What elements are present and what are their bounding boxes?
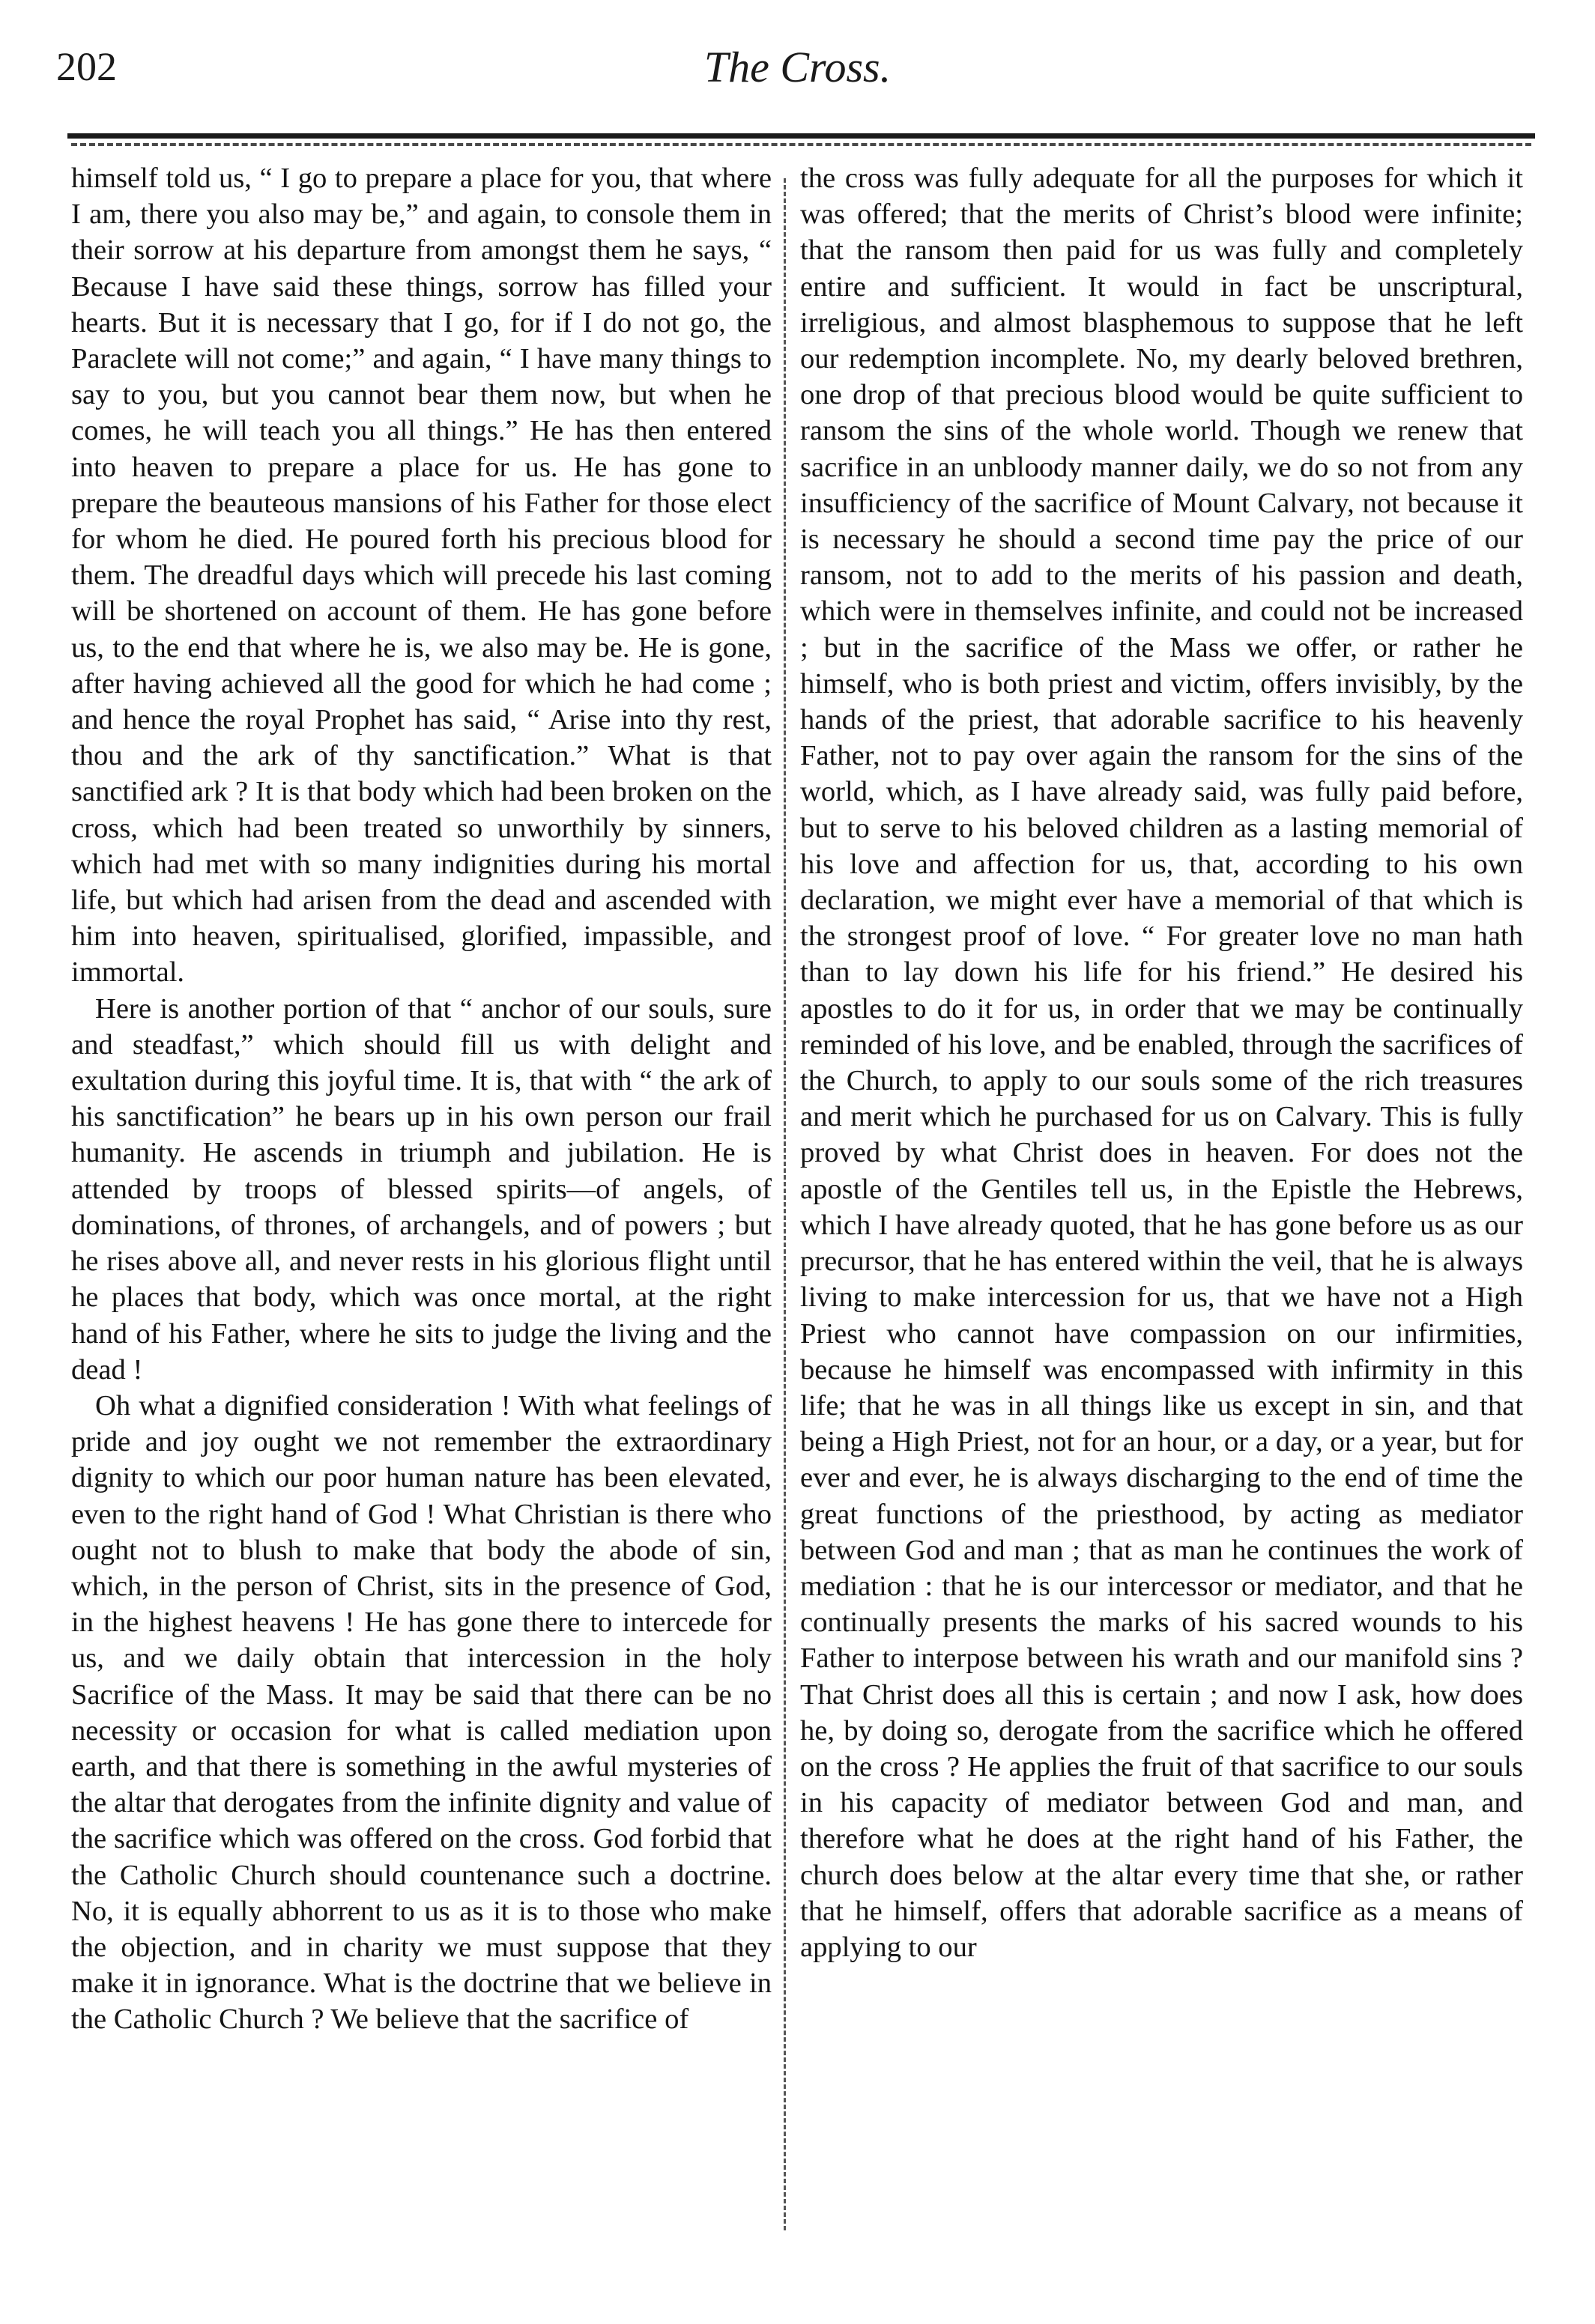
left-column	[71, 160, 772, 2038]
running-title: The Cross.	[703, 43, 892, 91]
right-column	[800, 160, 1523, 1965]
page-number: 202	[56, 44, 117, 89]
left-paragraph-2: Here is another portion of that “ anchor of our souls, sure and steadfast,” which should fill us with delight and exultation during this joyful time. It is, that with “ the ark of his sanctification” he bears up in his own person our frail humanity. He ascends in triumph and jubilation. He is attended by troops of blessed spirits—of angels, of dominations, of thrones, of archangels, and of powers ; but he rises above all, and never rests in his glorious flight until he places that body, which was once mortal, at the right hand of his Father, where he sits to judge the living and the dead !	[71, 992, 772, 1386]
header-rule-dashed	[71, 143, 1531, 146]
left-paragraph-1: himself told us, “ I go to prepare a place for you, that where I am, there you also may be,” and again, to console them in their sorrow at his departure from amongst them he says, “ Because I have said these things, sorrow has filled your hearts. But it is necessary that I go, for if I do not go, the Paraclete will not come;” and again, “ I have many things to say to you, but you cannot bear them now, but when he comes, he will teach you all things.” He has then entered into heaven to prepare a place for us. He has gone to prepare the beauteous mansions of his Father for those elect for whom he died. He poured forth his precious blood for them. The dreadful days which will precede his last coming will be shortened on account of them. He has gone before us, to the end that where he is, we also may be. He is gone, after having achieved all the good for which he had come ; and hence the royal Prophet has said, “ Arise into thy rest, thou and the ark of thy sanctification.” What is that sanctified ark ? It is that body which had been broken on the cross, which had been treated so unworthily by sinners, which had met with so many indignities during his mortal life, but which had arisen from the dead and ascended with him into heaven, spiritualised, glorified, impassible, and immortal.	[71, 163, 772, 989]
column-divider	[784, 178, 786, 2230]
header-rule	[67, 133, 1535, 139]
right-paragraph-1: the cross was fully adequate for all the purposes for which it was offered; that the merits of Christ’s blood were infinite; that the ransom then paid for us was fully and completely entire and sufficient. It would in fact be unscriptural, irreligious, and almost blasphemous to suppose that he left our redemption incomplete. No, my dearly beloved brethren, one drop of that precious blood would be quite sufficient to ransom the sins of the whole world. Though we renew that sacrifice in an unbloody manner daily, we do so not from any insufficiency of the sacrifice of Mount Calvary, not because it is necessary he should a second time pay the price of our ransom, not to add to the merits of his passion and death, which were in themselves infinite, and could not be increased ; but in the sacrifice of the Mass we offer, or rather he himself, who is both priest and victim, offers invisibly, by the hands of the priest, that adorable sacrifice to his heavenly Father, not to pay over again the ransom for the sins of the world, which, as I have already said, was fully paid before, but to serve to his beloved children as a lasting memorial of his love and affection for us, that, according to his own declaration, we might ever have a memorial of that which is the strongest proof of love. “ For greater love no man hath than to lay down his life for his friend.” He desired his apostles to do it for us, in order that we may be continually reminded of his love, and be enabled, through the sacrifices of the Church, to apply to our souls some of the rich treasures and merit which he purchased for us on Calvary. This is fully proved by what Christ does in heaven. For does not the apostle of the Gentiles tell us, in the Epistle the Hebrews, which I have already quoted, that he has gone before us as our precursor, that he has entered within the veil, that he is always living to make intercession for us, that we have not a High Priest who cannot have compassion on our infirmities, because he himself was encompassed with infirmity in this life; that he was in all things like us except in sin, and that being a High Priest, not for an hour, or a day, or a year, but for ever and ever, he is always discharging to the end of time the great functions of the priesthood, by acting as mediator between God and man ; that as man he continues the work of mediation : that he is our intercessor or mediator, and that he continually presents the marks of his sacred wounds to his Father to interpose between his wrath and our manifold sins ? That Christ does all this is certain ; and now I ask, how does he, by doing so, derogate from the sacrifice which he offered on the cross ? He applies the fruit of that sacrifice to our souls in his capacity of mediator between God and man, and therefore what he does at the right hand of his Father, the church does below at the altar every time that she, or rather that he himself, offers that adorable sacrifice as a means of applying to our	[800, 163, 1523, 1963]
left-paragraph-3: Oh what a dignified consideration ! With what feelings of pride and joy ought we not remember the extraordinary dignity to which our poor human nature has been elevated, even to the right hand of God ! What Christian is there who ought not to blush to make that body the abode of sin, which, in the person of Christ, sits in the presence of God, in the highest heavens ! He has gone there to intercede for us, and we daily obtain that intercession in the holy Sacrifice of the Mass. It may be said that there can be no necessity or occasion for what is called mediation upon earth, and that there is something in the awful mysteries of the altar that derogates from the infinite dignity and value of the sacrifice which was offered on the cross. God forbid that the Catholic Church should countenance such a doctrine. No, it is equally abhorrent to us as it is to those who make the objection, and in charity we must suppose that they make it in ignorance. What is the doctrine that we believe in the Catholic Church ? We believe that the sacrifice of	[71, 1389, 772, 2036]
